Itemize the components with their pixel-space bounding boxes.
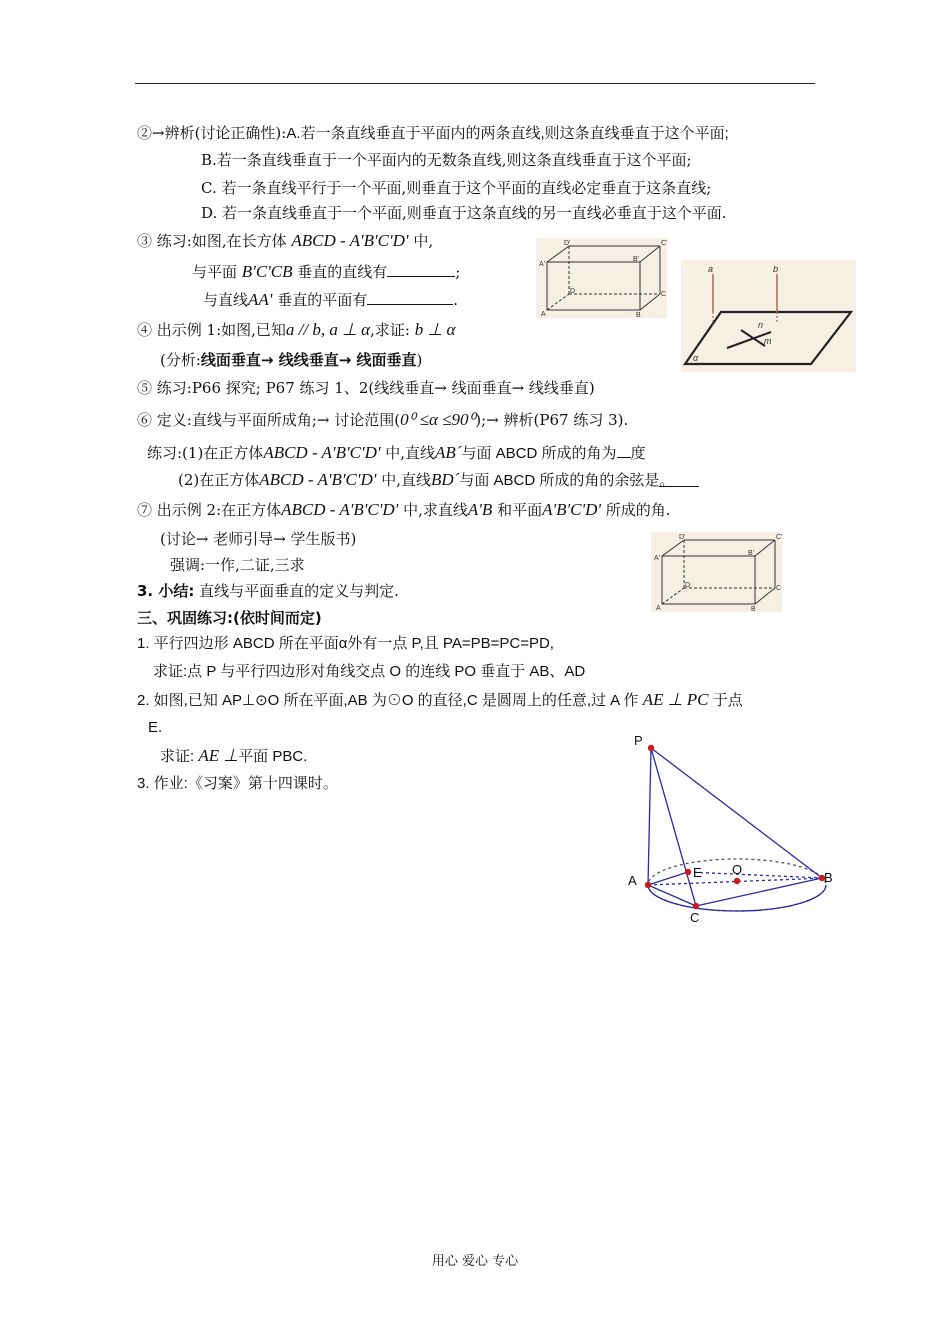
practice-2: (2)在正方体ABCD - A'B'C'D' 中,直线BD´与面 ABCD 所成的角的余弦是。 — [178, 470, 699, 491]
example-1-analysis: (分析:线面垂直→ 线线垂直→ 线面垂直) — [160, 351, 423, 369]
page-footer: 用心 爱心 专心 — [431, 1254, 519, 1269]
label-e: E — [693, 865, 702, 880]
plane-lines-figure — [681, 260, 856, 372]
label-a-prime: A' — [539, 261, 546, 268]
practice-item-2-proof: 求证: AE ⊥平面 PBC. — [160, 746, 308, 765]
label-c: C — [690, 910, 700, 925]
cuboid-figure-1 — [536, 238, 667, 318]
example-1-line: ④ 出示例 1:如图,已知a // b, a ⊥ α,求证: b ⊥ α — [137, 320, 456, 339]
label-line-m: m — [764, 336, 772, 346]
label-b: B — [751, 606, 756, 612]
practice-item-2: 2. 如图,已知 AP⊥⊙O 所在平面,AB 为⊙O 的直径,C 是圆周上的任意,过 A 作 AE ⊥ PC 于点 — [137, 690, 743, 709]
definition-line: ⑥ 定义:直线与平面所成角;→ 讨论范围(0⁰ ≤α ≤90⁰);→ 辨析(P67 练习 3). — [137, 410, 629, 429]
label-o: O — [732, 862, 743, 877]
exercise-3-q1: 与平面 B'C'CB 垂直的直线有 ; — [192, 262, 461, 281]
label-line-n: n — [758, 320, 764, 330]
cuboid-figure-2 — [651, 532, 782, 612]
header-rule — [135, 83, 815, 84]
option-c: C. 若一条直线平行于一个平面,则垂直于这个平面的直线必定垂直于这条直线; — [201, 179, 712, 197]
homework-line: 3. 作业:《习案》第十四课时。 — [137, 775, 338, 792]
label-d-prime: D' — [564, 240, 571, 247]
label-alpha: α — [693, 353, 699, 363]
label-d: D — [570, 288, 576, 295]
label-b-prime: B' — [633, 256, 640, 263]
exercise-3-line: ③ 练习:如图,在长方体 ABCD - A'B'C'D' 中, — [137, 231, 434, 250]
label-a: A — [656, 605, 661, 612]
practice-item-1: 1. 平行四边形 ABCD 所在平面α外有一点 P,且 PA=PB=PC=PD, — [137, 635, 554, 652]
label-a: A — [541, 311, 546, 318]
label-line-a: a — [708, 264, 714, 274]
example-2-discussion: (讨论→ 老师引导→ 学生版书) — [160, 530, 357, 548]
label-line-b: b — [773, 264, 779, 274]
label-d: D — [685, 582, 691, 589]
cone-figure — [620, 728, 840, 928]
label-c: C — [661, 291, 667, 298]
summary-line: 3. 小结: 直线与平面垂直的定义与判定. — [137, 582, 399, 600]
exercise-5-line: ⑤ 练习:P66 探究; P67 练习 1、2(线线垂直→ 线面垂直→ 线线垂直) — [137, 379, 595, 397]
label-b: B — [824, 870, 833, 885]
option-d: D. 若一条直线垂直于一个平面,则垂直于这条直线的另一直线必垂直于这个平面. — [201, 204, 727, 222]
label-p: P — [634, 733, 643, 748]
label-b-prime: B' — [748, 550, 755, 557]
option-b: B.若一条直线垂直于一个平面内的无数条直线,则这条直线垂直于这个平面; — [201, 151, 692, 169]
label-c: C — [776, 585, 782, 592]
practice-1: 练习:(1)在正方体ABCD - A'B'C'D' 中,直线AB´与面 ABCD 所成的角为 度 — [147, 443, 646, 462]
emphasis-line: 强调:一作,二证,三求 — [170, 556, 305, 574]
label-c-prime: C' — [776, 534, 782, 541]
practice-item-2-point: E. — [148, 719, 163, 736]
label-a-prime: A' — [654, 555, 661, 562]
exercise-3-q2: 与直线AA' 垂直的平面有 . — [203, 290, 458, 309]
label-a: A — [628, 873, 637, 888]
label-d-prime: D' — [679, 534, 686, 541]
label-c-prime: C' — [661, 240, 667, 247]
example-2-line: ⑦ 出示例 2:在正方体ABCD - A'B'C'D' 中,求直线A'B 和平面A'B'C'D' 所成的角. — [137, 500, 671, 519]
label-b: B — [636, 312, 641, 318]
section-heading: 三、巩固练习:(依时间而定) — [137, 609, 322, 627]
discussion-intro: ②→辨析(讨论正确性):A.若一条直线垂直于平面内的两条直线,则这条直线垂直于这个平面; — [137, 124, 729, 142]
practice-item-1-proof: 求证:点 P 与平行四边形对角线交点 O 的连线 PO 垂直于 AB、AD — [153, 663, 586, 680]
